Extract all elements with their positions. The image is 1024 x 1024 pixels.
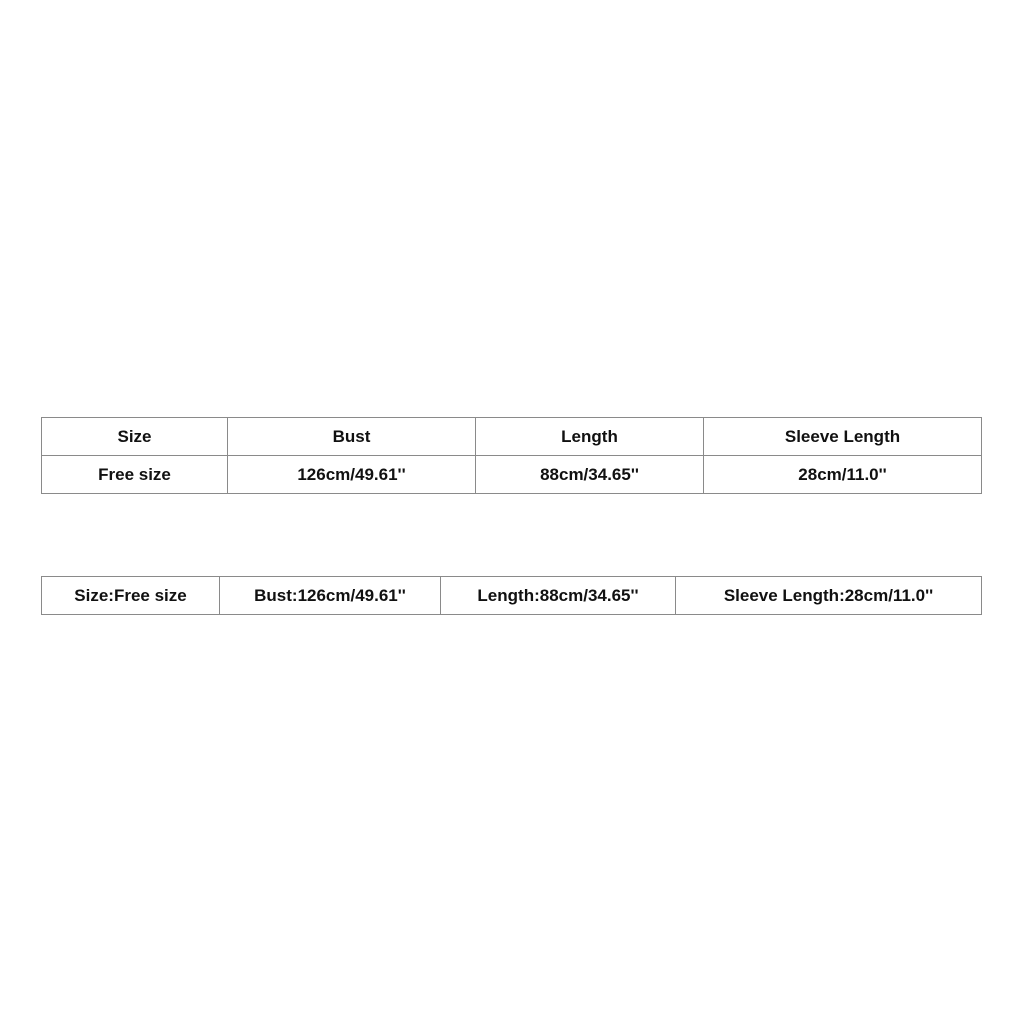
cell-length: 88cm/34.65'' <box>476 456 704 494</box>
inline-cell-length: Length:88cm/34.65'' <box>441 577 676 615</box>
size-table <box>41 417 982 494</box>
inline-cell-sleeve-length: Sleeve Length:28cm/11.0'' <box>676 577 982 615</box>
inline-cell-size: Size:Free size <box>42 577 220 615</box>
size-table-row <box>42 456 982 494</box>
inline-cell-bust: Bust:126cm/49.61'' <box>220 577 441 615</box>
inline-size-table <box>41 576 982 615</box>
cell-size: Free size <box>42 456 228 494</box>
header-size: Size <box>42 418 228 456</box>
header-sleeve-length: Sleeve Length <box>704 418 982 456</box>
inline-size-row <box>42 577 982 615</box>
cell-bust: 126cm/49.61'' <box>228 456 476 494</box>
size-table-header-row <box>42 418 982 456</box>
cell-sleeve-length: 28cm/11.0'' <box>704 456 982 494</box>
header-length: Length <box>476 418 704 456</box>
header-bust: Bust <box>228 418 476 456</box>
